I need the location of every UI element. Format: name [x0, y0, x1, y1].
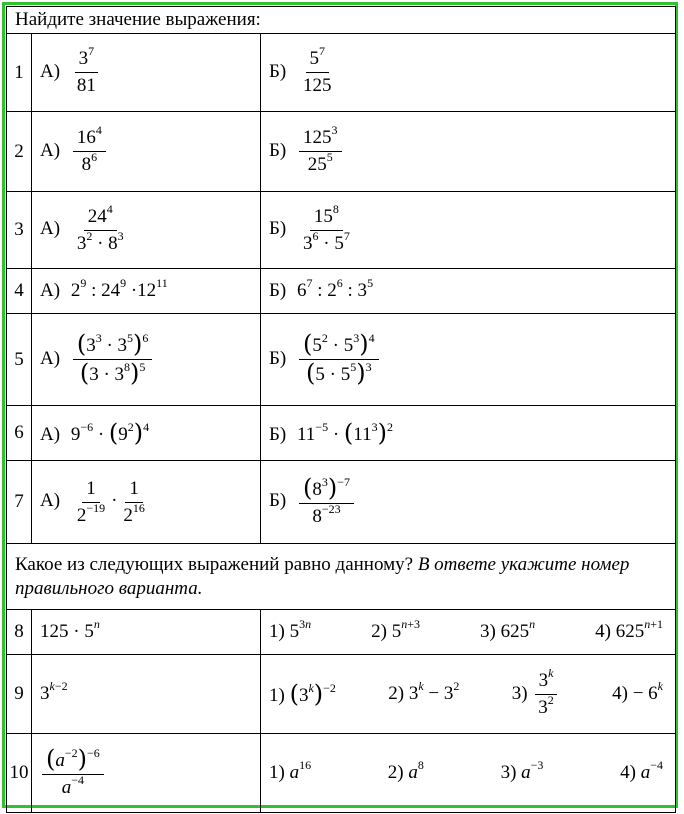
option-a-cell — [32, 269, 261, 314]
table-row — [7, 406, 676, 461]
choices-cell — [261, 610, 676, 655]
row-number: 1 — [7, 34, 32, 112]
table-row — [7, 7, 676, 34]
option-a-cell — [32, 34, 261, 112]
label-b: Б) — [269, 139, 287, 161]
task2-italic: В ответе укажите номер правильного варианта. — [15, 553, 630, 599]
choices-10 — [269, 758, 667, 784]
table-row — [7, 734, 676, 813]
table-row — [7, 461, 676, 544]
label-a: А) — [40, 60, 61, 82]
expression-9: $3^{k-2}$ — [40, 679, 68, 704]
table-row — [7, 34, 676, 112]
expression-10: $\frac{(a^{-2})^{-6}}{a^{-4}}$ — [42, 748, 104, 799]
choice-1: 1) $5^{3n}$ — [269, 617, 312, 642]
choice-4: 4) $625^{n+1}$ — [595, 617, 663, 642]
label-a: А) — [40, 424, 61, 445]
label-a: А) — [40, 347, 61, 369]
choice-4: $4) - 6^k$ — [612, 679, 663, 704]
choice-2: 2) $5^{n+3}$ — [371, 617, 420, 642]
expression-2b: $\frac{125^3}{25^5}$ — [299, 127, 342, 176]
option-b-cell — [261, 269, 676, 314]
choice-2: 2) $a^8$ — [387, 758, 424, 783]
choice-3: 3) $\frac{3^k}{3^2}$ — [512, 670, 560, 719]
expression-1a: $\frac{3^7}{81}$ — [73, 48, 100, 97]
choices-cell — [261, 734, 676, 813]
option-b-cell — [261, 314, 676, 406]
row-number: 7 — [7, 461, 32, 544]
expression-7b: $\frac{(8^3)^{-7}}{8^{-23}}$ — [299, 477, 354, 528]
option-b-cell — [261, 192, 676, 269]
expression-3a: $\frac{24^4}{3^2 \cdot 8^3}$ — [76, 201, 124, 254]
row-number: 2 — [7, 112, 32, 192]
given-expression-cell — [32, 655, 261, 734]
expression-4b: $6^7$ : $2^6$ : $3^5$ — [297, 276, 374, 301]
expression-5b: $\frac{(5^2 \cdot 5^3)^4}{(5 \cdot 5^5)^3}$ — [299, 333, 379, 386]
task2-instructions — [7, 544, 676, 610]
option-b-cell — [261, 461, 676, 544]
table-row — [7, 655, 676, 734]
expression-4a: $2^9$ : $24^9 \cdot 12^{11}$ — [70, 276, 168, 301]
label-b: Б) — [269, 490, 287, 512]
option-a-cell — [32, 406, 261, 461]
label-b: Б) — [269, 424, 287, 445]
task2-text: Какое из следующих выражений равно данному? — [15, 553, 414, 575]
choice-1: 1) $(3^k)^{-2}$ — [269, 680, 336, 708]
label-a: А) — [40, 490, 61, 512]
table-row — [7, 192, 676, 269]
expression-1b: $\frac{5^7}{125}$ — [303, 44, 332, 96]
task1-heading: Найдите значение выражения: — [7, 7, 676, 34]
table-row — [7, 314, 676, 406]
row-number: 6 — [7, 406, 32, 461]
expression-5a: $\frac{(3^3 \cdot 3^5)^6}{(3 \cdot 3^8)^5}$ — [73, 333, 153, 386]
table-row — [7, 544, 676, 610]
option-a-cell — [32, 192, 261, 269]
expression-6a: $9^{-6} \cdot (9^2)^4$ — [70, 419, 150, 447]
choice-3: 3) $a^{-3}$ — [500, 758, 544, 783]
option-a-cell — [32, 461, 261, 544]
choice-1: 1) $a^{16}$ — [269, 758, 312, 783]
option-b-cell — [261, 406, 676, 461]
choices-cell — [261, 655, 676, 734]
label-a: А) — [40, 139, 61, 161]
option-a-cell — [32, 314, 261, 406]
row-number: 9 — [7, 655, 32, 734]
expression-2a: $\frac{16^4}{8^6}$ — [73, 127, 106, 176]
given-expression-cell — [32, 610, 261, 655]
choices-9 — [269, 665, 667, 719]
label-a: А) — [40, 218, 61, 240]
label-b: Б) — [269, 60, 287, 82]
row-number: 4 — [7, 269, 32, 314]
option-b-cell — [261, 112, 676, 192]
label-a: А) — [40, 280, 61, 301]
choice-2: 2) $3^k - 3^2$ — [388, 679, 460, 704]
choice-3: 3) 625$^n$ — [480, 617, 536, 642]
row-number: 8 — [7, 610, 32, 655]
row-number: 5 — [7, 314, 32, 406]
row-number: 3 — [7, 192, 32, 269]
label-b: Б) — [269, 280, 287, 301]
label-b: Б) — [269, 218, 287, 240]
table-row — [7, 112, 676, 192]
option-b-cell — [261, 34, 676, 112]
expression-3b: $\frac{15^8}{3^6 \cdot 5^7}$ — [303, 201, 350, 254]
choices-8 — [269, 617, 667, 643]
table-row — [7, 610, 676, 655]
choice-4: 4) $a^{-4}$ — [620, 758, 663, 783]
row-number: 10 — [7, 734, 32, 813]
label-b: Б) — [269, 347, 287, 369]
expression-8: $125 \cdot 5^n$ — [40, 617, 100, 642]
given-expression-cell — [32, 734, 261, 813]
exercise-table — [6, 6, 676, 813]
expression-6b: $11^{-5} \cdot (11^3)^2$ — [297, 419, 393, 447]
option-a-cell — [32, 112, 261, 192]
expression-7a: $\frac{1}{2^{-19}}$ · $\frac{1}{2^{16}}$ — [76, 477, 145, 526]
table-row — [7, 269, 676, 314]
